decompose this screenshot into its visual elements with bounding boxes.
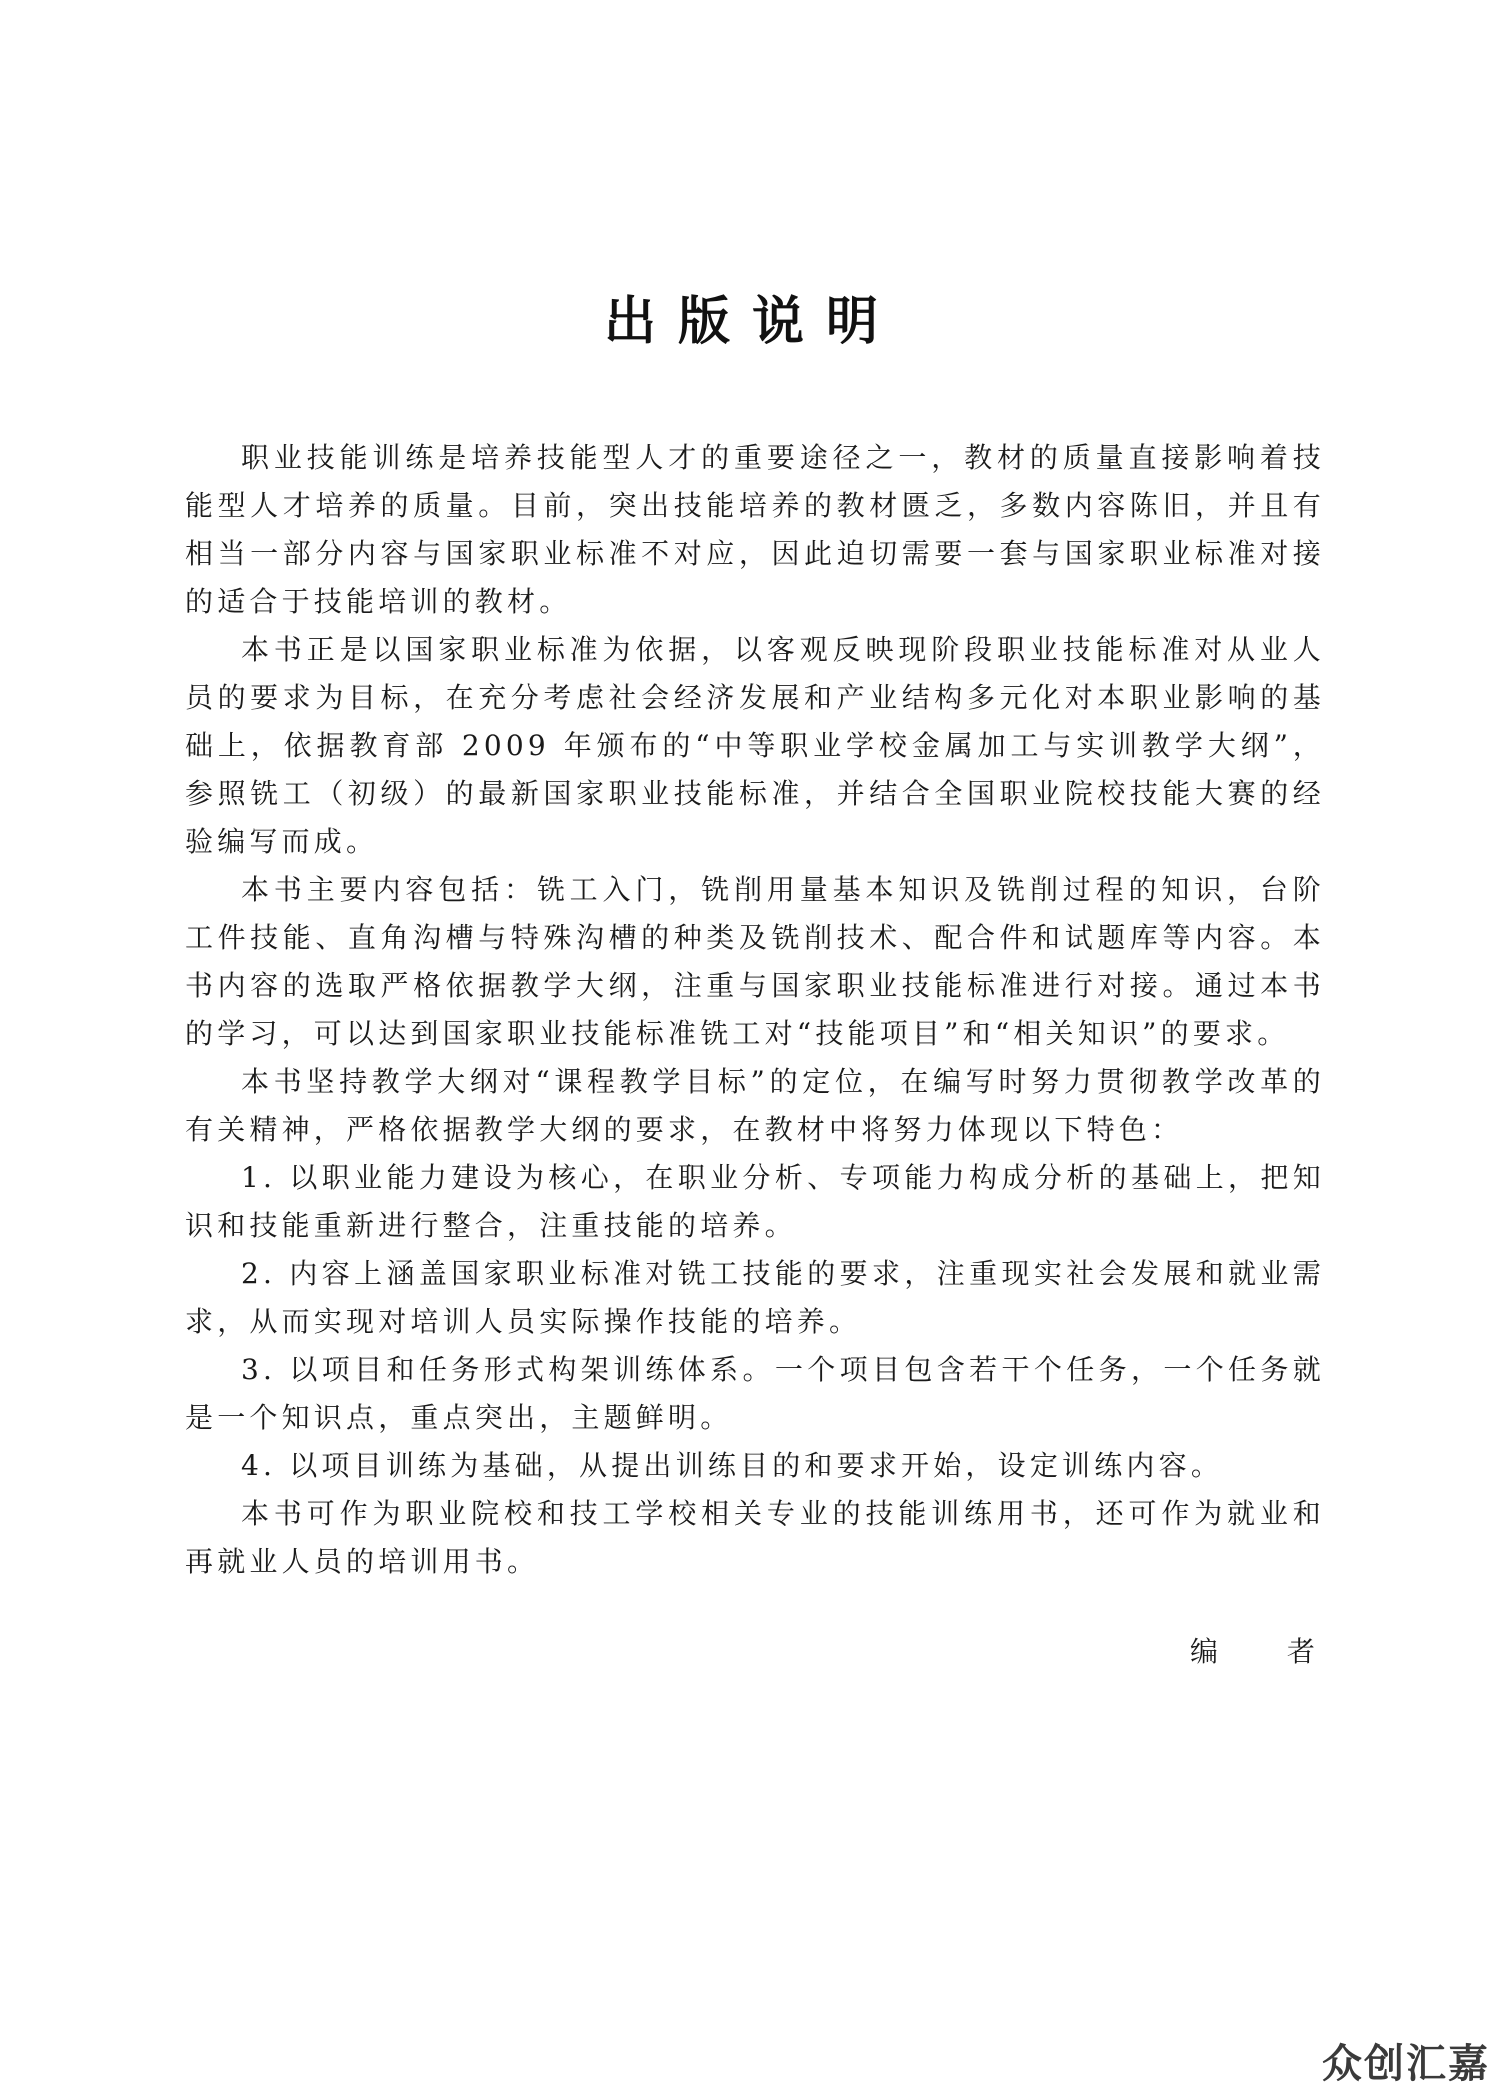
paragraph-basis: 本书正是以国家职业标准为依据，以客观反映现阶段职业技能标准对从业人员的要求为目标，在充分考虑社会经济发展和产业结构多元化对本职业影响的基础上，依据教育部 2009 年颁布的“中等职业学校金属加工与实训教学大纲”，参照铣工（初级）的最新国家职业技能标准，并结合全国职业院校技能大赛的经验编写而成。 [185,633,1325,858]
paragraph-audience: 本书可作为职业院校和技工学校相关专业的技能训练用书，还可作为就业和再就业人员的培训用书。 [185,1497,1325,1578]
watermark-logo: 众创汇嘉 [1322,2041,1490,2087]
editor-signature: 编 者 [1190,1635,1345,1668]
paragraph-feature-3: 3. 以项目和任务形式构架训练体系。一个项目包含若干个任务，一个任务就是一个知识点，重点突出，主题鲜明。 [185,1353,1325,1434]
page-title: 出版说明 [603,292,900,352]
paragraph-feature-2: 2. 内容上涵盖国家职业标准对铣工技能的要求，注重现实社会发展和就业需求，从而实现对培训人员实际操作技能的培养。 [185,1257,1325,1338]
body-text [185,434,1325,1586]
paragraph-intro: 职业技能训练是培养技能型人才的重要途径之一，教材的质量直接影响着技能型人才培养的质量。目前，突出技能培养的教材匮乏，多数内容陈旧，并且有相当一部分内容与国家职业标准不对应，因此迫切需要一套与国家职业标准对接的适合于技能培训的教材。 [185,441,1325,618]
paragraph-features-intro: 本书坚持教学大纲对“课程教学目标”的定位，在编写时努力贯彻教学改革的有关精神，严格依据教学大纲的要求，在教材中将努力体现以下特色： [185,1065,1325,1146]
paragraph-feature-1: 1. 以职业能力建设为核心，在职业分析、专项能力构成分析的基础上，把知识和技能重新进行整合，注重技能的培养。 [185,1161,1325,1242]
paragraph-contents: 本书主要内容包括：铣工入门，铣削用量基本知识及铣削过程的知识，台阶工件技能、直角沟槽与特殊沟槽的种类及铣削技术、配合件和试题库等内容。本书内容的选取严格依据教学大纲，注重与国家职业技能标准进行对接。通过本书的学习，可以达到国家职业技能标准铣工对“技能项目”和“相关知识”的要求。 [185,873,1325,1050]
paragraph-feature-4: 4. 以项目训练为基础，从提出训练目的和要求开始，设定训练内容。 [241,1449,1224,1482]
